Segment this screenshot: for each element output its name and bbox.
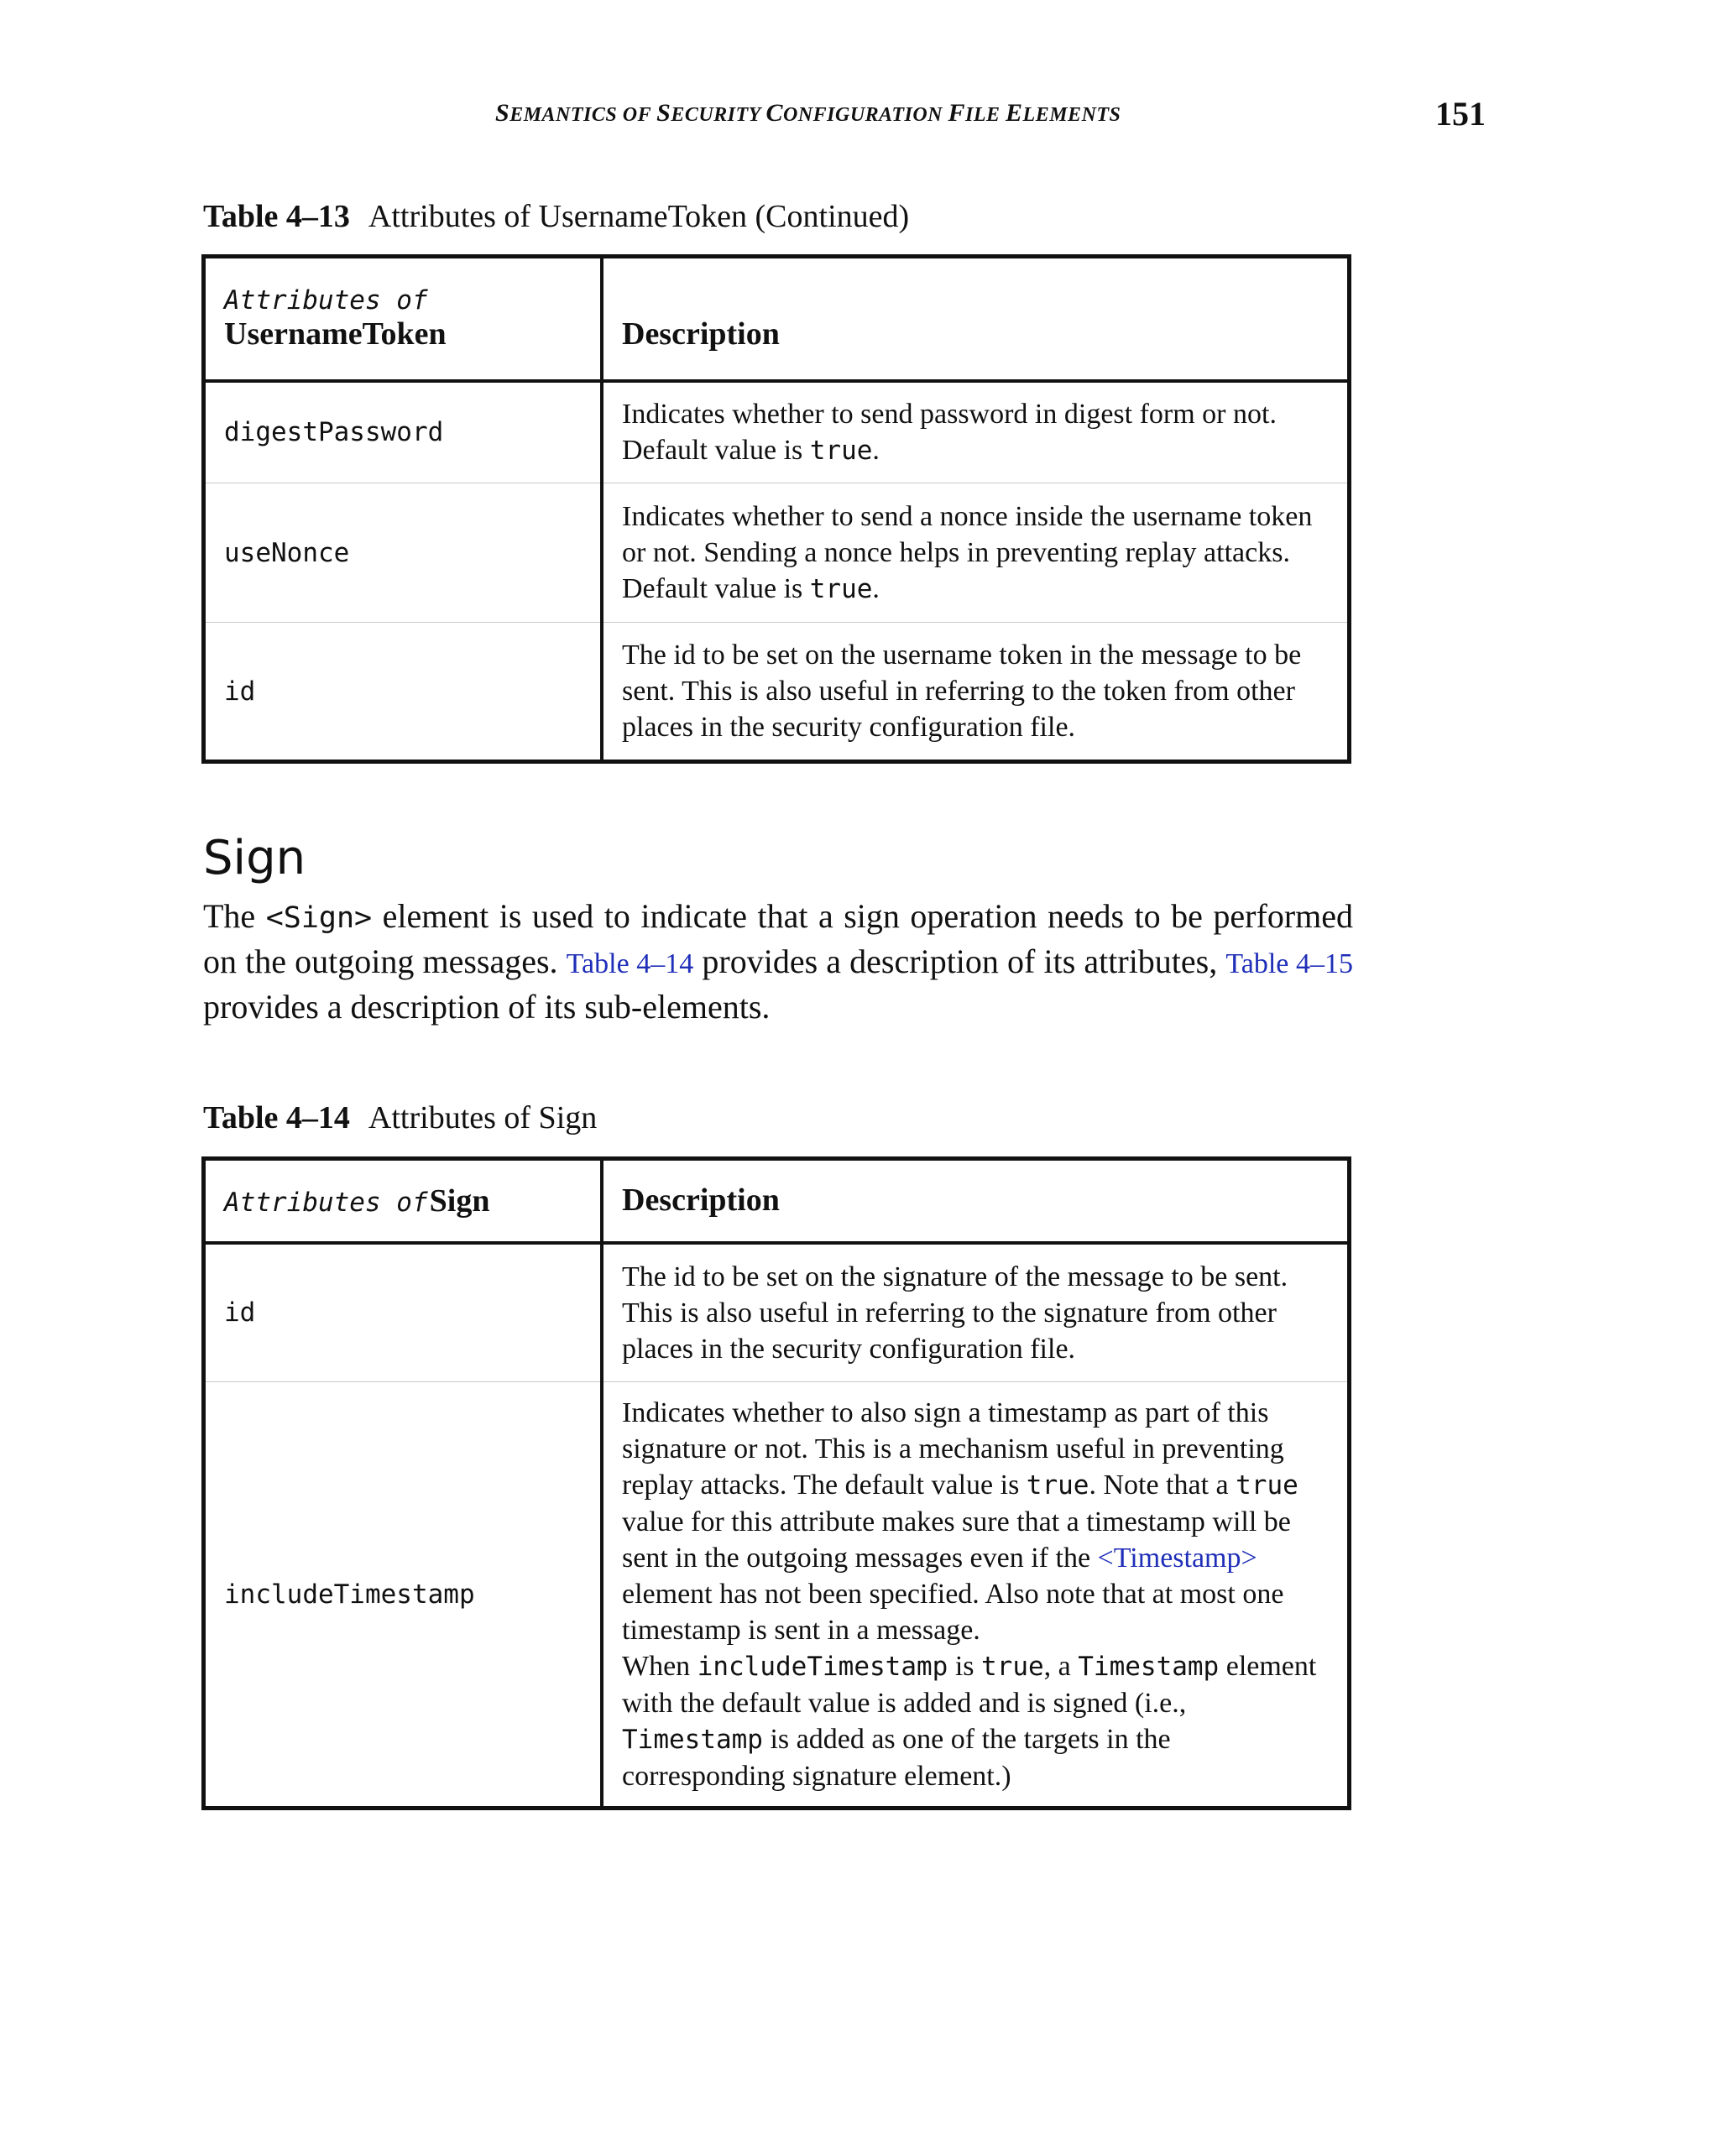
table-13-caption	[203, 198, 909, 235]
attribute-name: includeTimestamp	[204, 1382, 603, 1809]
attribute-description: Indicates whether to send password in digest form or not. Default value is true.	[602, 381, 1350, 483]
table-13-title: Attributes of UsernameToken (Continued)	[368, 199, 910, 234]
attribute-description: Indicates whether to also sign a timestamp as part of this signature or not. This is a mechanism useful in preventing replay attacks. The default value is true. Note that a true value for this attribute makes sure that a timestamp will be sent in the outgoing messages even if the <Timestamp> element has not been specified. Also note that at most one timestamp is sent in a message. When includeTimestamp is true, a Timestamp element with the default value is added and is signed (i.e., Timestamp is added as one of the targets in the corresponding signature element.)	[622, 1396, 1317, 1792]
header-element-name: UsernameToken	[224, 316, 447, 352]
attribute-description: The id to be set on the username token in the message to be sent. This is also useful in referring to the token from other places in the security configuration file.	[622, 639, 1302, 743]
attribute-name: useNonce	[204, 483, 603, 623]
table-14-caption	[203, 1099, 597, 1136]
body-paragraph: The <Sign> element is used to indicate that a sign operation needs to be performed on the outgoing messages. Table 4–14 provides a description of its attributes, Table 4–15 provides a description of its sub-elements.	[203, 897, 1354, 1026]
column-header-description: Description	[602, 257, 1350, 381]
page-number: 151	[1435, 95, 1486, 133]
running-header: SEMANTICS OF SECURITY CONFIGURATION FILE ELEMENTS	[495, 99, 1121, 127]
table-13-label: Table 4–13	[203, 199, 350, 234]
attribute-name: id	[204, 1243, 603, 1382]
header-mono-label: Attributes of	[224, 285, 428, 316]
table-4-15-link[interactable]: Table 4–15	[1225, 948, 1354, 979]
attribute-name: digestPassword	[204, 381, 603, 483]
table-13	[201, 254, 1351, 764]
table-4-14-link[interactable]: Table 4–14	[566, 948, 694, 979]
inline-code: <Sign>	[265, 901, 373, 935]
table-14-title: Attributes of Sign	[368, 1100, 598, 1135]
attribute-name: id	[204, 623, 603, 762]
table-row	[204, 623, 1350, 762]
column-header-attribute	[204, 257, 603, 381]
attribute-description: Indicates whether to send a nonce inside the username token or not. Sending a nonce helps in preventing replay attacks. Default value is true.	[602, 483, 1350, 623]
column-header-description: Description	[602, 1159, 1350, 1243]
table-row	[204, 1243, 1350, 1382]
table-row	[204, 381, 1350, 483]
table-header-row	[204, 257, 1350, 381]
table-14	[201, 1156, 1351, 1810]
section-heading: Sign	[203, 831, 306, 885]
timestamp-link[interactable]: <Timestamp>	[1097, 1542, 1257, 1574]
table-row	[204, 483, 1350, 623]
table-header-row	[204, 1159, 1350, 1243]
table-row	[204, 1382, 1350, 1809]
attribute-description: The id to be set on the signature of the message to be sent. This is also useful in referring to the signature from other places in the security configuration file.	[602, 1243, 1350, 1382]
table-14-label: Table 4–14	[203, 1100, 350, 1135]
column-header-attribute: Attributes ofSign	[204, 1159, 603, 1243]
